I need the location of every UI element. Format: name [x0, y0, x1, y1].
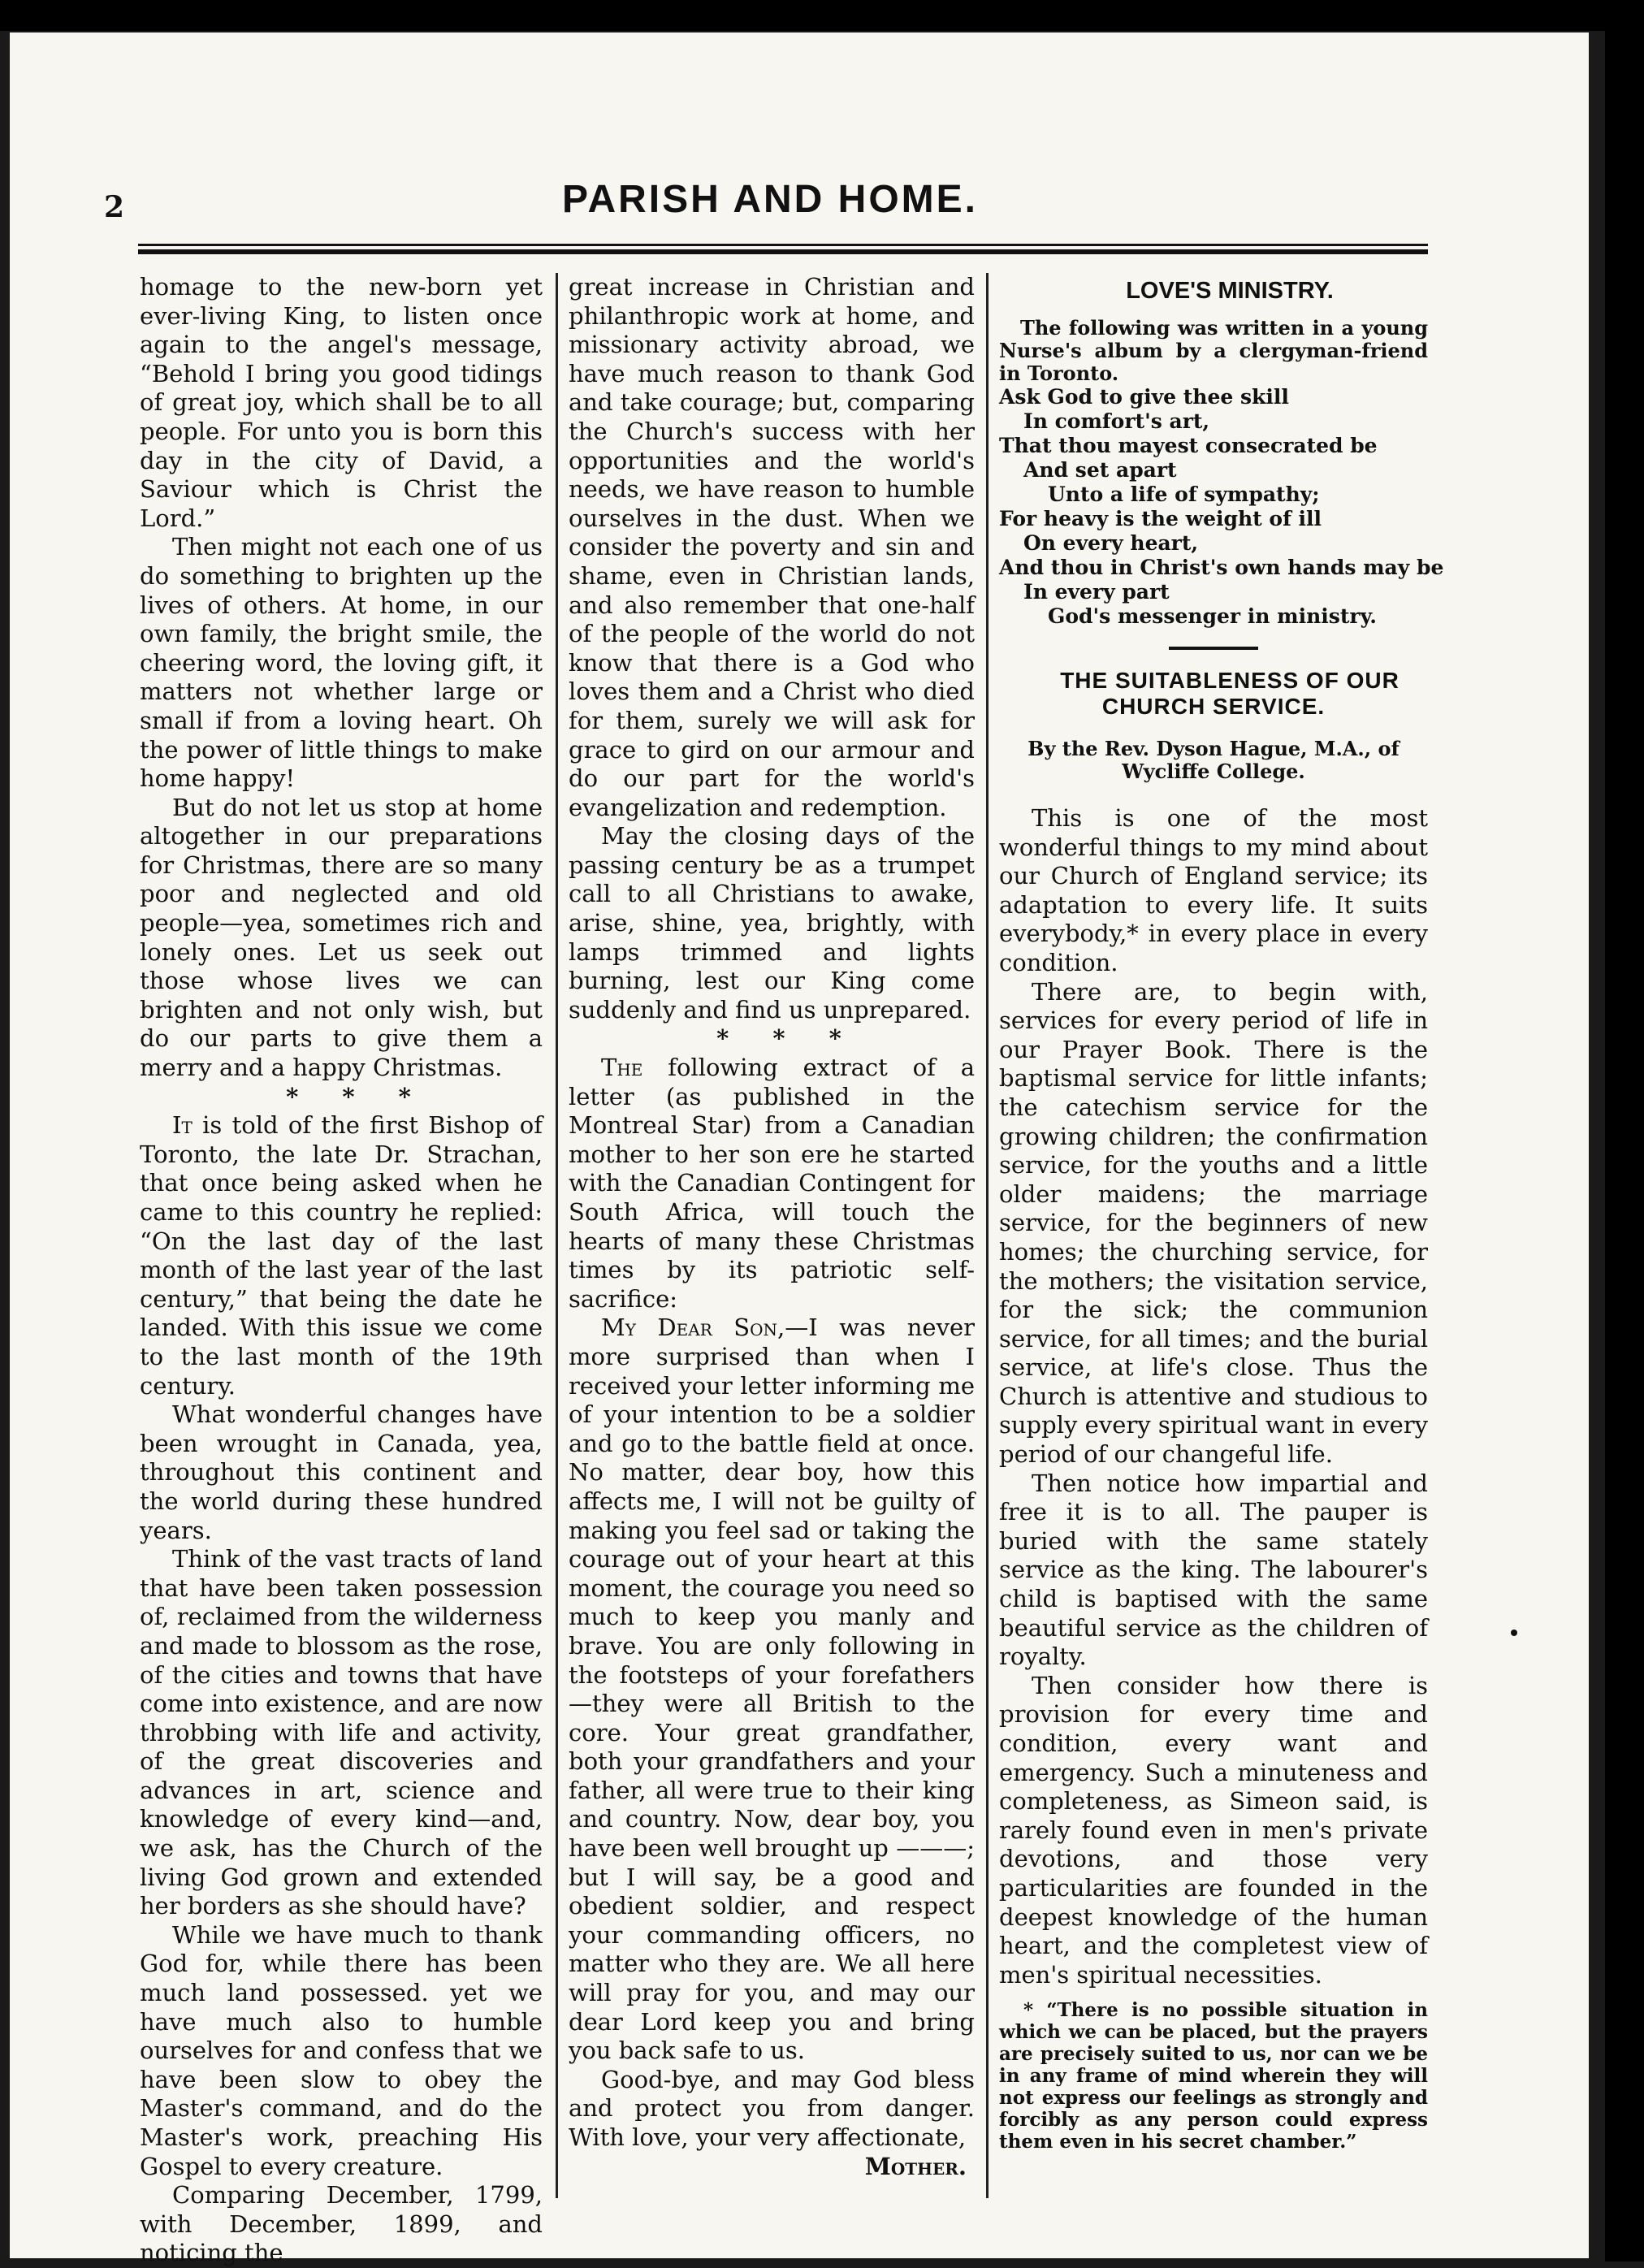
- page-number: 2: [104, 190, 125, 224]
- poem-line: For heavy is the weight of ill: [999, 507, 1322, 530]
- column-1: [140, 273, 543, 2268]
- poem: [999, 385, 1444, 629]
- running-head: PARISH AND HOME.: [562, 178, 979, 221]
- col1-paragraph: But do not let us stop at home altogether in our preparations for Christmas, there are so many poor and neglected and old people—yea, sometimes rich and lonely ones. Let us seek out those whose lives we can brighten and not only wish, but do our parts to give them a merry and a happy Christmas.: [140, 793, 543, 1082]
- col2-paragraph: The following extract of a letter (as published in the Montreal Star) from a Canadian mother to her son ere he started with the Canadian Contingent for South Africa, will touch the hearts of many these Christmas times by its patriotic self-sacrifice:: [569, 1054, 975, 1313]
- col3-paragraph: There are, to begin with, services for every period of life in our Prayer Book. There is the baptismal service for little infants; the catechism service for the growing children; the confirmation service, for the youths and a little older maidens; the marriage service, for the beginners of new homes; the churching service, for the mothers; the visitation service, for the sick; the communion service, for all times; and the burial service, at life's close. Thus the Church is attentive and studious to supply every spiritual want in every period of our changeful life.: [999, 977, 1428, 1469]
- poem-line: In every part: [1023, 580, 1170, 604]
- col3-paragraph: Then consider how there is provision for every time and condition, every want and emergency. Such a minuteness and completeness, as Simeon said, is rarely found even in men's private devotions, and those very particularities are founded in the deepest knowledge of the human heart, and the completest view of men's spiritual necessities.: [999, 1671, 1428, 1989]
- col1-paragraph: Then might not each one of us do something to brighten up the lives of others. At home, in our own family, the bright smile, the cheering word, the loving gift, it matters not whether large or small if from a loving heart. Oh the power of little things to make home happy!: [140, 533, 543, 793]
- lead-word: The: [601, 1054, 643, 1082]
- col1-paragraph: What wonderful changes have been wrought in Canada, yea, throughout this continent and the world during these hundred years.: [140, 1400, 543, 1544]
- header-rule-thick: [138, 249, 1428, 254]
- poem-line: God's messenger in ministry.: [1048, 604, 1377, 628]
- col3-paragraph: Then notice how impartial and free it is to all. The pauper is buried with the same stately service as the king. The labourer's child is baptised with the same beautiful service as the children of royalty.: [999, 1469, 1428, 1671]
- letter-salutation: My Dear Son,: [601, 1314, 785, 1342]
- col1-paragraph: Think of the vast tracts of land that have been taken possession of, reclaimed from the wilderness and made to blossom as the rose, of the cities and towns that have come into existence, and are now throbbing with life and activity, of the great discoveries and advances in art, science and knowledge of every kind—and, we ask, has the Church of the living God grown and extended her borders as she should have?: [140, 1545, 543, 1920]
- poem-line: Unto a life of sympathy;: [1048, 483, 1320, 506]
- header-rule-thin: [138, 244, 1428, 246]
- footnote: [999, 1999, 1428, 2153]
- article-title: THE SUITABLENESS OF OUR CHURCH SERVICE.: [1060, 668, 1400, 719]
- column-rule-2: [986, 273, 989, 2198]
- scan-right-border: [1605, 0, 1644, 2262]
- scan-top-border: [0, 0, 1644, 31]
- letter-paragraph: My Dear Son,—I was never more surprised than when I received your letter informing me of your intention to be a soldier and go to the battle field at once. No matter, dear boy, how this affects me, I will not be guilty of making you feel sad or taking the courage out of your heart at this moment, the courage you need so much to keep you manly and brave. You are only following in the footsteps of your forefathers—they were all British to the core. Your great grandfather, both your grandfathers and your father, all were true to their king and country. Now, dear boy, you have been well brought up ———; but I will say, be a good and obedient soldier, and respect your commanding officers, no matter who they are. We all here will pray for you, and may our dear Lord keep you and bring you back safe to us.: [569, 1314, 975, 2065]
- lead-word: It: [172, 1111, 193, 1140]
- poem-title: LOVE'S MINISTRY.: [1126, 278, 1334, 304]
- col2-paragraph: great increase in Christian and philanthropic work at home, and missionary activity abroad, we have much reason to thank God and take courage; but, comparing the Church's success with her opportunities and the world's needs, we have reason to humble ourselves in the dust. When we consider the poverty and sin and shame, even in Christian lands, and also remember that one-half of the people of the world do not know that there is a God who loves them and a Christ who died for them, surely we will ask for grace to gird on our armour and do our part for the world's evangelization and redemption.: [569, 273, 975, 821]
- poem-line: And set apart: [1023, 458, 1177, 482]
- column-3: [999, 276, 1444, 2153]
- poem-line: On every heart,: [1023, 531, 1199, 555]
- col2-paragraph: May the closing days of the passing century be as a trumpet call to all Christians to awake, arise, shine, yea, brightly, with lamps trimmed and lights burning, lest our King come suddenly and find us unprepared.: [569, 822, 975, 1024]
- poem-line: Ask God to give thee skill: [999, 385, 1289, 409]
- section-separator: * * *: [716, 1024, 859, 1053]
- poem-line: And thou in Christ's own hands may be: [999, 556, 1444, 579]
- column-2: [569, 273, 975, 2181]
- poem-line: That thou mayest consecrated be: [999, 434, 1378, 457]
- article-byline: By the Rev. Dyson Hague, M.A., of Wycliffe College.: [1028, 737, 1400, 783]
- poem-line: In comfort's art,: [1023, 409, 1210, 433]
- col1-paragraph: homage to the new-born yet ever-living King, to listen once again to the angel's message, “Behold I bring you good tidings of great joy, which shall be to all people. For unto you is born this day in the city of David, a Saviour which is Christ the Lord.”: [140, 273, 543, 532]
- section-separator: * * *: [286, 1082, 429, 1110]
- newspaper-page: [10, 32, 1589, 2267]
- section-rule: [1169, 647, 1258, 650]
- col1-paragraph: Comparing December, 1799, with December, 1899, and noticing the: [140, 2181, 543, 2267]
- column-rule-1: [556, 273, 558, 2198]
- footnote-text: * “There is no possible situation in which we can be placed, but the prayers are precisely suited to us, nor can we be in any frame of mind wherein they will not express our feelings as strongly and forcibly as any person could express them even in his secret chamber.”: [999, 1999, 1428, 2153]
- col1-paragraph: It is told of the first Bishop of Toronto, the late Dr. Strachan, that once being asked when he came to this country he replied: “On the last day of the last month of the last year of the last century,” that being the date he landed. With this issue we come to the last month of the 19th century.: [140, 1111, 543, 1400]
- col1-paragraph: While we have much to thank God for, while there has been much land possessed. yet we have much also to humble ourselves for and confess that we have been slow to obey the Master's command, and do the Master's work, preaching His Gospel to every creature.: [140, 1920, 543, 2180]
- letter-paragraph: Good-bye, and may God bless and protect you from danger. With love, your very affectionate,: [569, 2065, 975, 2151]
- col3-paragraph: This is one of the most wonderful things to my mind about our Church of England service; its adaptation to every life. It suits everybody,* in every place in every condition.: [999, 804, 1428, 976]
- letter-signoff: Mother.: [864, 2152, 967, 2180]
- poem-intro: The following was written in a young Nurse's album by a clergyman-friend in Toronto.: [999, 316, 1428, 385]
- margin-speck: [1511, 1630, 1517, 1636]
